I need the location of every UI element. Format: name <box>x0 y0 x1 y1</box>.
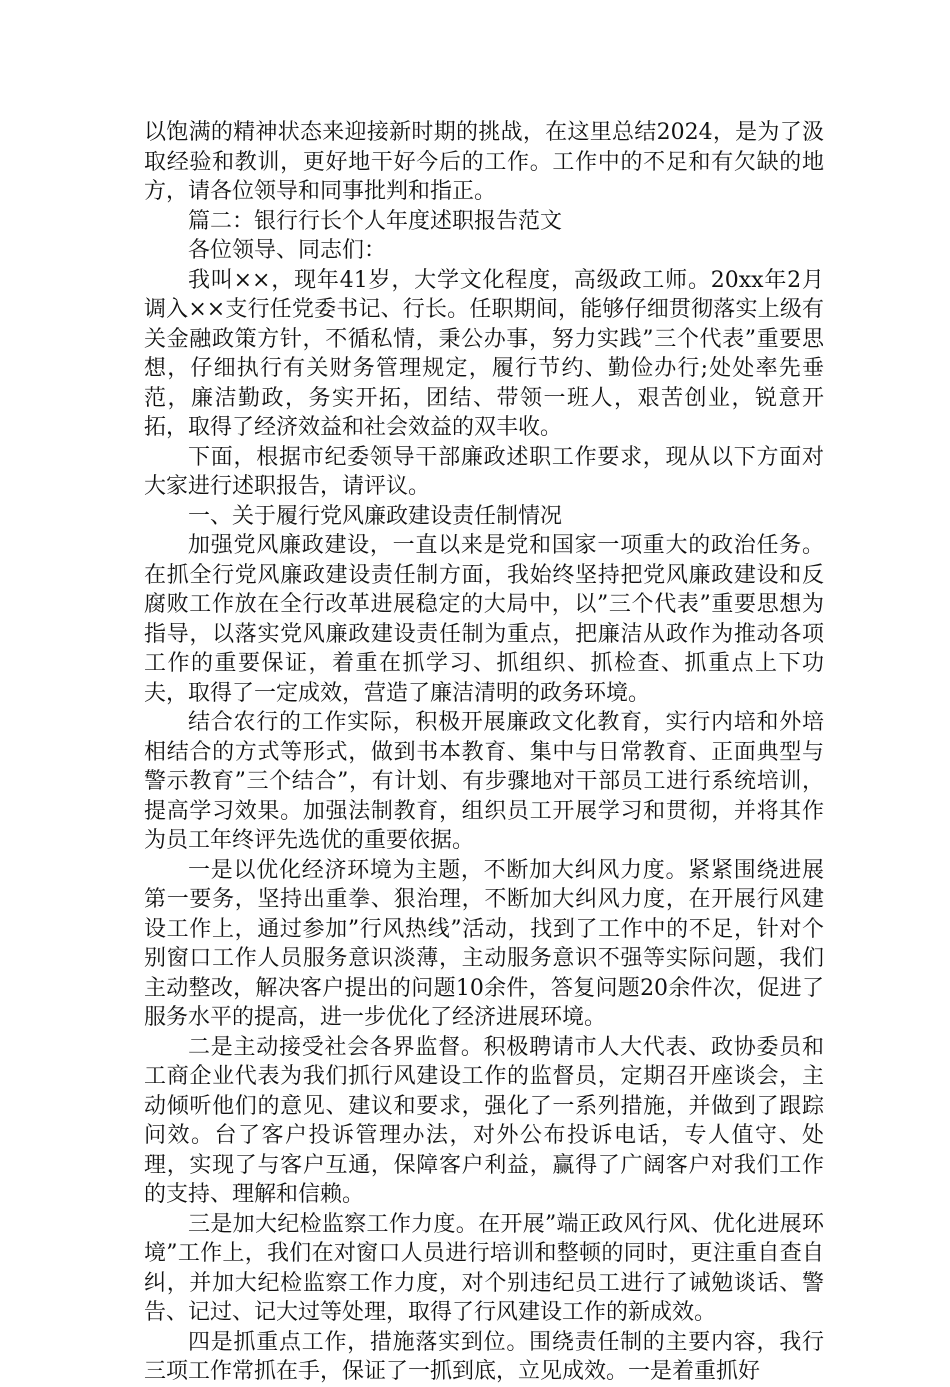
paragraph-self-introduction: 我叫××，现年41岁，大学文化程度，高级政工师。20xx年2月调入××支行任党委书记、行长。任职期间，能够仔细贯彻落实上级有关金融政策方针，不循私情，秉公办事，努力实践”三个代表”重要思想，仔细执行有关财务管理规定，履行节约、勤俭办行;处处率先垂范，廉洁勤政，务实开拓，团结、带领一班人，艰苦创业，锐意开拓，取得了经济效益和社会效益的双丰收。 <box>144 267 824 440</box>
paragraph-point-two: 二是主动接受社会各界监督。积极聘请市人大代表、政协委员和工商企业代表为我们抓行风建设工作的监督员，定期召开座谈会，主动倾听他们的意见、建议和要求，强化了一系列措施，并做到了跟踪问效。台了客户投诉管理办法，对外公布投诉电话，专人值守、处理，实现了与客户互通，保障客户利益，赢得了广阔客户对我们工作的支持、理解和信赖。 <box>144 1034 824 1207</box>
paragraph-point-one: 一是以优化经济环境为主题，不断加大纠风力度。紧紧围绕进展第一要务，坚持出重拳、狠治理，不断加大纠风力度，在开展行风建设工作上，通过参加”行风热线”活动，找到了工作中的不足，针对个别窗口工作人员服务意识淡薄，主动服务意识不强等实际问题，我们主动整改，解决客户提出的问题10余件，答复问题20余件次，促进了服务水平的提高，进一步优化了经济进展环境。 <box>144 857 824 1030</box>
paragraph-report-intro: 下面，根据市纪委领导干部廉政述职工作要求，现从以下方面对大家进行述职报告，请评议。 <box>144 444 824 499</box>
paragraph-integrity-education: 结合农行的工作实际，积极开展廉政文化教育，实行内培和外培相结合的方式等形式，做到书本教育、集中与日常教育、正面典型与警示教育”三个结合”，有计划、有步骤地对干部员工进行系统培训，提高学习效果。加强法制教育，组织员工开展学习和贯彻，并将其作为员工年终评先选优的重要依据。 <box>144 710 824 853</box>
paragraph-point-three: 三是加大纪检监察工作力度。在开展”端正政风行风、优化进展环境”工作上，我们在对窗口人员进行培训和整顿的同时，更注重自查自纠，并加大纪检监察工作力度，对个别违纪员工进行了诫勉谈话、警告、记过、记大过等处理，取得了行风建设工作的新成效。 <box>144 1211 824 1325</box>
paragraph-closing-summary: 以饱满的精神状态来迎接新时期的挑战，在这里总结2024，是为了汲取经验和教训，更好地干好今后的工作。工作中的不足和有欠缺的地方，请各位领导和同事批判和指正。 <box>144 120 824 204</box>
heading-section-one: 一、关于履行党风廉政建设责任制情况 <box>188 503 563 529</box>
paragraph-party-conduct: 加强党风廉政建设，一直以来是党和国家一项重大的政治任务。在抓全行党风廉政建设责任制方面，我始终坚持把党风廉政建设和反腐败工作放在全行改革进展稳定的大局中，以”三个代表”重要思想为指导，以落实党风廉政建设责任制为重点，把廉洁从政作为推动各项工作的重要保证，着重在抓学习、抓组织、抓检查、抓重点上下功夫，取得了一定成效，营造了廉洁清明的政务环境。 <box>144 533 824 706</box>
section-heading-part-two: 篇二：银行行长个人年度述职报告范文 <box>188 208 563 234</box>
paragraph-point-four: 四是抓重点工作，措施落实到位。围绕责任制的主要内容，我行三项工作常抓在手，保证了一抓到底，立见成效。一是着重抓好 <box>144 1329 824 1384</box>
document-body <box>144 118 824 1387</box>
salutation: 各位领导、同志们： <box>188 238 387 263</box>
